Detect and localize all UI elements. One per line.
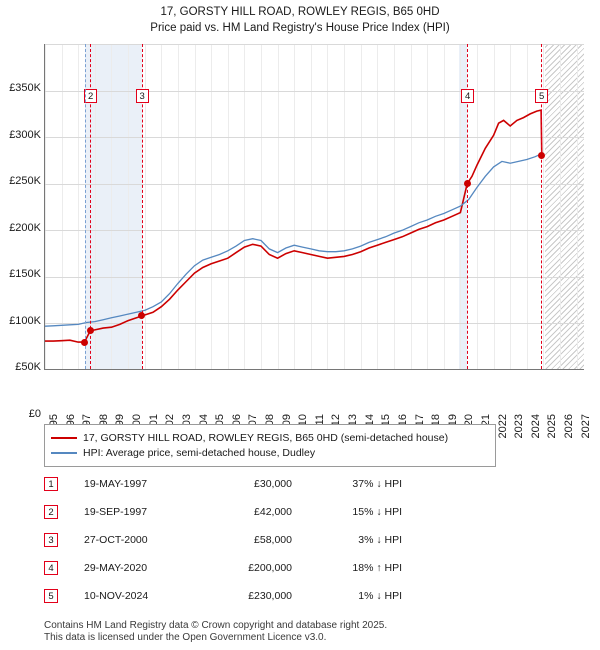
row-price: £230,000 [248, 590, 292, 602]
legend-item-0 [51, 430, 489, 445]
series-lines [45, 44, 584, 369]
marker-box-5[interactable]: 5 [535, 89, 548, 103]
marker-line-1 [85, 44, 86, 369]
row-date: 19-MAY-1997 [84, 478, 148, 490]
sales-table [44, 470, 444, 610]
table-row[interactable] [44, 470, 444, 498]
table-row[interactable] [44, 498, 444, 526]
table-row[interactable] [44, 526, 444, 554]
y-tick-label-£0: £0 [28, 408, 41, 420]
sale-point-1[interactable] [81, 339, 88, 346]
x-tick-label-2027: 2027 [579, 414, 592, 439]
footer [44, 620, 584, 644]
footer-line-1: Contains HM Land Registry data © Crown copyright and database right 2025. [44, 620, 388, 631]
plot-inner [45, 44, 584, 369]
x-tick-label-2024: 2024 [529, 414, 542, 439]
y-tick-label-£350K: £350K [9, 82, 41, 94]
y-tick-label-£300K: £300K [9, 128, 41, 141]
legend-swatch-red [51, 437, 77, 439]
row-hpi-delta: 1% ↓ HPI [358, 590, 402, 602]
footer-line-2: This data is licensed under the Open Government Licence v3.0. [44, 632, 327, 643]
row-hpi-delta: 15% ↓ HPI [352, 506, 402, 518]
legend-item-1 [51, 445, 489, 460]
row-price: £42,000 [254, 506, 292, 518]
row-price: £58,000 [254, 534, 292, 546]
row-marker-number: 2 [44, 505, 58, 519]
y-axis [0, 82, 44, 420]
x-tick-label-2022: 2022 [496, 414, 509, 439]
title-line-2: Price paid vs. HM Land Registry's House Price Index (HPI) [150, 22, 450, 34]
legend-swatch-blue [51, 452, 77, 454]
table-row[interactable] [44, 554, 444, 582]
x-tick-label-2026: 2026 [563, 414, 576, 439]
row-marker-number: 5 [44, 589, 58, 603]
row-marker-number: 1 [44, 477, 58, 491]
row-marker-number: 3 [44, 533, 58, 547]
plot-area [44, 44, 584, 370]
x-tick-label-2023: 2023 [513, 414, 526, 439]
row-hpi-delta: 18% ↑ HPI [352, 562, 402, 574]
row-marker-number: 4 [44, 561, 58, 575]
marker-box-3[interactable]: 3 [136, 89, 149, 103]
y-tick-label-£50K: £50K [15, 361, 41, 374]
sale-point-4[interactable] [464, 180, 471, 187]
row-hpi-delta: 37% ↓ HPI [352, 478, 402, 490]
sale-point-5[interactable] [538, 152, 545, 159]
x-tick-label-2025: 2025 [546, 414, 559, 439]
row-date: 29-MAY-2020 [84, 562, 148, 574]
row-price: £200,000 [248, 562, 292, 574]
y-tick-label-£250K: £250K [9, 175, 41, 188]
table-row[interactable] [44, 582, 444, 610]
title-line-1: 17, GORSTY HILL ROAD, ROWLEY REGIS, B65 0HD [160, 6, 440, 18]
y-tick-label-£200K: £200K [9, 221, 41, 234]
y-tick-label-£100K: £100K [9, 314, 41, 327]
page-title [0, 4, 600, 36]
row-date: 19-SEP-1997 [84, 506, 148, 518]
row-date: 10-NOV-2024 [84, 590, 149, 602]
row-hpi-delta: 3% ↓ HPI [358, 534, 402, 546]
legend-label-1: HPI: Average price, semi-detached house, Dudley [83, 446, 316, 459]
y-tick-label-£150K: £150K [9, 268, 41, 281]
legend [44, 424, 496, 467]
marker-box-4[interactable]: 4 [461, 89, 474, 103]
chart [9, 44, 584, 420]
legend-label-0: 17, GORSTY HILL ROAD, ROWLEY REGIS, B65 0HD (semi-detached house) [83, 431, 449, 444]
marker-box-2[interactable]: 2 [84, 89, 97, 103]
row-price: £30,000 [254, 478, 292, 490]
row-date: 27-OCT-2000 [84, 534, 148, 546]
